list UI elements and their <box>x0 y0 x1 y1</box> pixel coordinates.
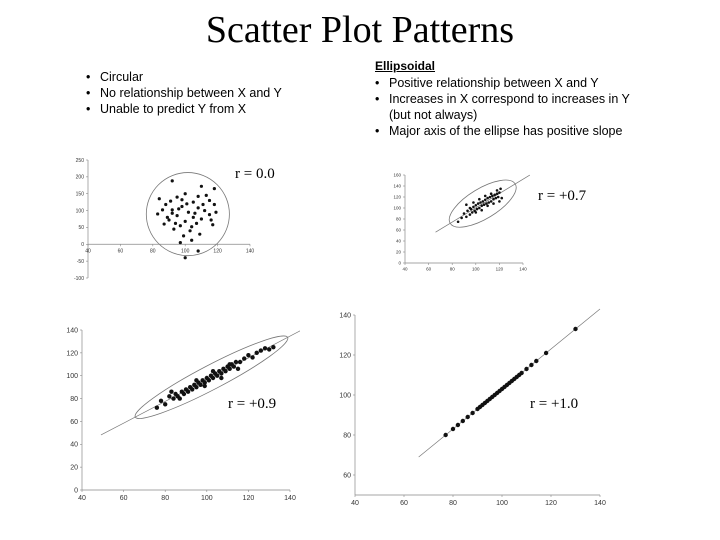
data-point <box>211 223 214 226</box>
x-tick-label: 80 <box>449 266 455 272</box>
data-point <box>246 353 250 357</box>
data-point <box>211 369 215 373</box>
data-point <box>495 197 498 200</box>
data-point <box>484 198 487 201</box>
data-point <box>478 198 481 201</box>
data-point <box>171 208 174 211</box>
data-point <box>544 351 548 355</box>
y-tick-label: 100 <box>393 205 401 211</box>
data-point <box>198 383 202 387</box>
data-point <box>167 218 170 221</box>
right-bullet-list <box>375 75 645 139</box>
data-point <box>223 369 227 373</box>
data-point <box>188 229 191 232</box>
scatter-chart-ellipse-09 <box>60 320 300 510</box>
data-point <box>271 345 275 349</box>
page-title: Scatter Plot Patterns <box>205 9 515 51</box>
data-point <box>178 396 182 400</box>
x-tick-label: 120 <box>213 248 222 255</box>
y-tick-label: 140 <box>66 327 78 335</box>
data-point <box>182 392 186 396</box>
x-tick-label: 80 <box>161 495 170 502</box>
x-tick-label: 100 <box>496 500 508 507</box>
data-point <box>201 203 204 206</box>
data-point <box>164 203 167 206</box>
x-tick-label: 40 <box>78 495 86 502</box>
y-tick-label: 60 <box>343 472 351 480</box>
data-point <box>171 179 174 182</box>
data-point <box>487 201 490 204</box>
y-tick-label: 0 <box>398 260 401 266</box>
data-point <box>489 196 492 199</box>
data-point <box>485 202 488 205</box>
scatter-chart-circular <box>60 150 260 295</box>
data-point <box>493 194 496 197</box>
data-point <box>461 419 465 423</box>
y-tick-label: 100 <box>75 208 84 215</box>
data-point <box>457 220 460 223</box>
r-label-2: r = +0.9 <box>228 396 277 412</box>
data-point <box>259 348 263 352</box>
data-point <box>190 239 193 242</box>
x-tick-label: 80 <box>449 500 457 507</box>
data-point <box>255 351 259 355</box>
x-tick-label: 140 <box>519 266 527 272</box>
data-point <box>484 195 487 198</box>
data-point <box>176 195 179 198</box>
y-tick-label: 0 <box>81 242 84 249</box>
data-point <box>184 192 187 195</box>
x-tick-label: 60 <box>426 266 432 272</box>
data-point <box>491 195 494 198</box>
x-tick-label: 40 <box>402 266 408 272</box>
data-point <box>498 191 501 194</box>
x-tick-label: 120 <box>545 500 557 507</box>
r-label-3: r = +1.0 <box>530 396 579 412</box>
y-tick-label: 60 <box>70 418 78 426</box>
x-tick-label: 120 <box>495 266 504 272</box>
data-point <box>475 204 478 207</box>
data-point <box>210 218 213 221</box>
data-point <box>498 200 501 203</box>
data-point <box>184 256 187 259</box>
data-point <box>161 208 164 211</box>
data-point <box>227 367 231 371</box>
data-point <box>203 209 206 212</box>
data-point <box>519 371 523 375</box>
y-tick-label: 140 <box>339 312 351 320</box>
left-bullet: • No relationship between X and Y <box>86 85 282 101</box>
data-point <box>534 359 538 363</box>
y-tick-label: 120 <box>339 352 351 360</box>
data-point <box>167 394 171 398</box>
data-point <box>198 233 201 236</box>
data-point <box>492 198 495 201</box>
x-tick-label: 100 <box>181 248 190 255</box>
data-point <box>456 423 460 427</box>
y-tick-label: 100 <box>339 392 351 400</box>
data-point <box>470 411 474 415</box>
x-tick-label: 100 <box>472 266 480 272</box>
y-tick-label: 20 <box>395 249 401 255</box>
data-point <box>234 360 238 364</box>
data-point <box>499 187 502 190</box>
data-point <box>192 201 195 204</box>
data-point <box>492 202 495 205</box>
data-point <box>186 390 190 394</box>
data-point <box>477 202 480 205</box>
data-point <box>219 376 223 380</box>
data-point <box>185 202 188 205</box>
data-point <box>190 387 194 391</box>
x-tick-label: 60 <box>117 248 124 255</box>
data-point <box>211 376 215 380</box>
major-axis-line <box>436 175 530 232</box>
ellipsoidal-heading: Ellipsoidal <box>375 59 436 73</box>
data-point <box>250 355 254 359</box>
r-label-0: r = 0.0 <box>235 166 275 182</box>
y-tick-label: 250 <box>75 157 84 164</box>
data-point <box>463 212 466 215</box>
data-point <box>169 390 173 394</box>
data-point <box>476 208 479 211</box>
y-tick-label: 150 <box>75 191 84 198</box>
data-point <box>187 211 190 214</box>
data-point <box>232 364 236 368</box>
x-tick-label: 60 <box>400 500 408 507</box>
data-point <box>174 222 177 225</box>
x-tick-label: 120 <box>242 495 255 502</box>
data-point <box>219 371 223 375</box>
data-point <box>238 360 242 364</box>
y-tick-label: 200 <box>75 174 84 181</box>
data-point <box>197 206 200 209</box>
x-tick-label: 80 <box>150 248 156 255</box>
y-tick-label: 140 <box>393 183 401 189</box>
left-bullet: • Circular <box>86 69 282 85</box>
data-point <box>192 216 195 219</box>
x-tick-label: 40 <box>351 500 359 507</box>
data-point <box>227 362 231 366</box>
y-tick-label: 80 <box>343 432 351 440</box>
left-bullet: • Unable to predict Y from X <box>86 101 282 117</box>
right-bullet: • Increases in X correspond to increases in Y (but not always) <box>375 91 645 123</box>
right-bullet: • Major axis of the ellipse has positive slope <box>375 123 645 139</box>
data-point <box>472 206 475 209</box>
data-point <box>184 220 187 223</box>
data-point <box>172 228 175 231</box>
x-tick-label: 140 <box>594 500 606 507</box>
data-point <box>529 363 533 367</box>
data-point <box>497 196 500 199</box>
data-point <box>263 346 267 350</box>
data-point <box>490 192 493 195</box>
data-point <box>203 384 207 388</box>
right-bullet: • Positive relationship between X and Y <box>375 75 645 91</box>
data-point <box>179 241 182 244</box>
data-point <box>197 195 200 198</box>
data-point <box>163 402 167 406</box>
data-point <box>482 200 485 203</box>
data-point <box>180 205 183 208</box>
data-point <box>466 209 469 212</box>
data-point <box>180 198 183 201</box>
y-tick-label: 40 <box>70 441 78 449</box>
x-tick-label: 40 <box>85 248 91 255</box>
y-tick-label: 100 <box>66 373 78 381</box>
data-point <box>480 205 483 208</box>
data-point <box>156 212 159 215</box>
y-tick-label: 50 <box>78 225 84 232</box>
data-point <box>207 378 211 382</box>
y-tick-label: 160 <box>393 172 401 178</box>
y-tick-label: -100 <box>73 275 84 282</box>
data-point <box>171 212 174 215</box>
data-point <box>215 374 219 378</box>
data-point <box>194 385 198 389</box>
y-tick-label: 0 <box>74 487 78 495</box>
y-tick-label: 60 <box>395 227 401 233</box>
data-point <box>483 203 486 206</box>
data-point <box>524 367 528 371</box>
data-point <box>166 216 169 219</box>
data-point <box>466 415 470 419</box>
y-tick-label: 120 <box>393 194 401 200</box>
data-point <box>490 200 493 203</box>
data-point <box>177 207 180 210</box>
x-tick-label: 140 <box>245 248 255 255</box>
y-tick-label: 80 <box>395 216 401 222</box>
data-point <box>169 200 172 203</box>
major-axis-line <box>101 320 300 435</box>
y-tick-label: 120 <box>66 350 78 358</box>
x-tick-label: 60 <box>119 495 128 502</box>
data-point <box>194 378 198 382</box>
data-point <box>475 211 478 214</box>
data-point <box>213 187 216 190</box>
data-point <box>465 216 468 219</box>
data-point <box>205 194 208 197</box>
data-point <box>460 217 463 220</box>
y-tick-label: -50 <box>76 258 84 265</box>
data-point <box>486 205 489 208</box>
data-point <box>496 189 499 192</box>
y-tick-label: 20 <box>70 464 78 472</box>
data-point <box>163 222 166 225</box>
data-point <box>573 327 577 331</box>
data-point <box>242 356 246 360</box>
data-point <box>193 212 196 215</box>
data-point <box>500 197 503 200</box>
data-point <box>179 224 182 227</box>
data-point <box>496 192 499 195</box>
data-point <box>158 197 161 200</box>
data-point <box>469 207 472 210</box>
left-bullet-list <box>86 69 282 117</box>
y-tick-label: 40 <box>395 238 401 244</box>
data-point <box>182 234 185 237</box>
data-point <box>190 225 193 228</box>
data-point <box>479 201 482 204</box>
data-point <box>208 199 211 202</box>
data-point <box>200 217 203 220</box>
data-point <box>200 185 203 188</box>
data-point <box>155 406 159 410</box>
data-point <box>451 427 455 431</box>
data-point <box>465 203 468 206</box>
data-point <box>171 396 175 400</box>
data-point <box>214 211 217 214</box>
data-point <box>213 203 216 206</box>
data-point <box>236 367 240 371</box>
data-point <box>471 211 474 214</box>
data-point <box>478 207 481 210</box>
data-point <box>197 249 200 252</box>
data-point <box>159 399 163 403</box>
data-point <box>472 201 475 204</box>
x-tick-label: 100 <box>200 495 213 502</box>
data-point <box>480 209 483 212</box>
data-point <box>267 347 271 351</box>
r-label-1: r = +0.7 <box>538 188 587 204</box>
data-point <box>208 213 211 216</box>
scatter-chart-ellipse-07 <box>385 165 530 275</box>
x-tick-label: 140 <box>284 495 296 502</box>
data-point <box>486 197 489 200</box>
data-point <box>176 214 179 217</box>
data-point <box>469 213 472 216</box>
data-point <box>443 433 447 437</box>
y-tick-label: 80 <box>70 396 78 404</box>
data-point <box>195 222 198 225</box>
